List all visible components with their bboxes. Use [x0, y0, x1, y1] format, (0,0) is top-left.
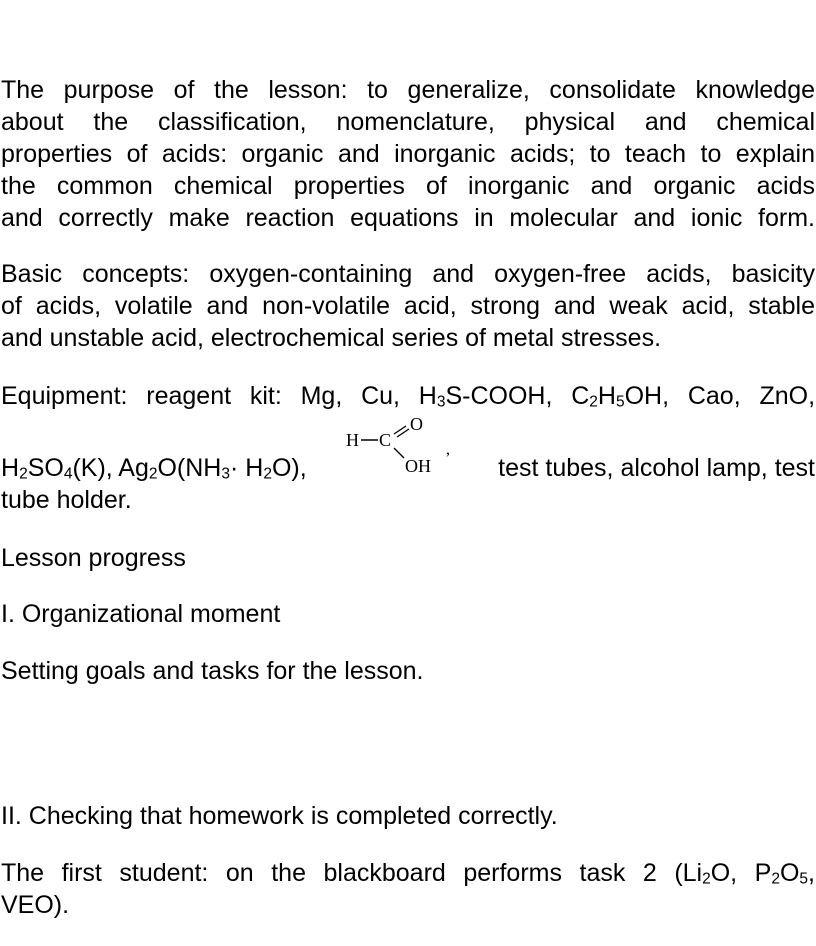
equipment-line-2 — [1, 452, 815, 484]
text-line: I. Organizational moment — [1, 600, 281, 628]
subscript: 5 — [799, 870, 809, 888]
text-line: tube holder. — [1, 486, 132, 514]
equipment-line-3 — [1, 484, 815, 516]
text-line: The purpose of the lesson: to generalize, consolidate knowledge — [1, 76, 815, 104]
body-text — [1, 655, 815, 687]
hydrogen-atom: H — [346, 430, 359, 450]
text-line: II. Checking that homework is completed correctly. — [1, 802, 558, 830]
subscript: 4 — [63, 465, 73, 483]
subscript: 2 — [702, 870, 711, 888]
text-run: O — [779, 859, 800, 887]
text-run: OH, Cao, ZnO, — [624, 382, 816, 410]
reagent-formulas — [1, 452, 307, 484]
subscript: 2 — [148, 465, 158, 483]
subscript: 2 — [589, 393, 598, 411]
subscript: 2 — [771, 870, 780, 888]
text-run: Equipment: reagent kit: Mg, Cu, H — [1, 382, 437, 410]
subscript: 2 — [263, 465, 272, 483]
subscript: 5 — [615, 393, 625, 411]
text-line: the common chemical properties of inorganic and organic acids — [1, 172, 815, 200]
text-run: O), — [271, 454, 307, 482]
text-run: H — [1, 454, 20, 482]
text-run: O, P — [710, 859, 772, 887]
text-line: Lesson progress — [1, 544, 186, 572]
text-run: , — [808, 859, 815, 887]
text-line: properties of acids: organic and inorganic acids; to teach to explain — [1, 140, 815, 168]
text-line: of acids, volatile and non-volatile acid, strong and weak acid, stable — [1, 292, 815, 320]
section-heading — [1, 598, 815, 630]
section-heading — [1, 800, 815, 832]
subscript: 3 — [221, 465, 230, 483]
hydroxyl-group: OH — [405, 456, 431, 476]
subscript: 3 — [436, 393, 446, 411]
lesson-purpose-paragraph — [1, 74, 815, 234]
text-run: S-COOH, C — [445, 382, 590, 410]
text-run: H — [597, 382, 616, 410]
text-run: SO — [27, 454, 64, 482]
text-line: about the classification, nomenclature, physical and chemical — [1, 108, 815, 136]
text-line: Basic concepts: oxygen-containing and oxygen-free acids, basicity — [1, 260, 815, 288]
text-line: and correctly make reaction equations in molecular and ionic form. — [1, 204, 815, 232]
section-heading — [1, 542, 815, 574]
oxygen-atom: O — [410, 414, 423, 434]
subscript: 2 — [19, 465, 28, 483]
text-line: Setting goals and tasks for the lesson. — [1, 657, 424, 685]
equipment-list-continued: test tubes, alcohol lamp, test — [498, 454, 815, 482]
text-line — [1, 857, 815, 889]
text-line: VEO). — [1, 891, 70, 919]
basic-concepts-paragraph — [1, 258, 815, 354]
text-run: (K), Ag — [72, 454, 149, 482]
text-line: and unstable acid, electrochemical series of metal stresses. — [1, 324, 662, 352]
first-student-paragraph — [1, 857, 815, 921]
text-run: The first student: on the blackboard performs task 2 (Li — [1, 859, 703, 887]
comma: , — [446, 441, 450, 458]
carbon-atom: C — [379, 430, 392, 450]
text-run: · H — [230, 454, 264, 482]
text-run: O(NH — [157, 454, 222, 482]
